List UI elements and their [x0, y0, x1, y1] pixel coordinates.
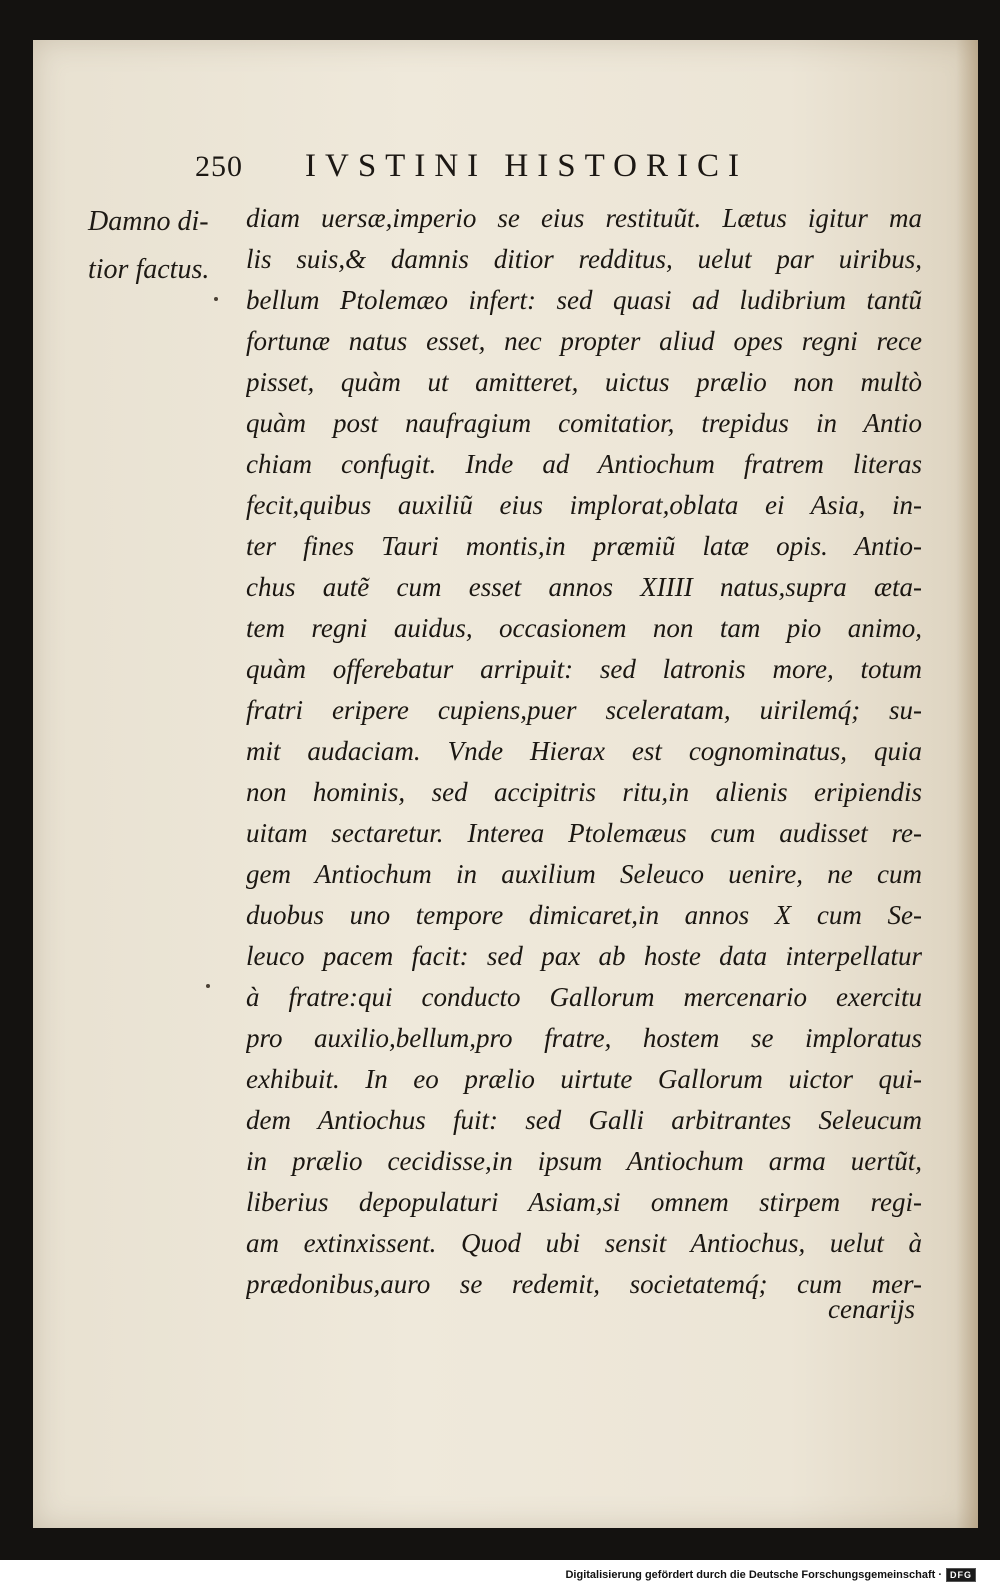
text-line: non hominis, sed accipitris ritu,in alienis eripiendis [246, 777, 922, 807]
text-line: bellum Ptolemæo infert: sed quasi ad ludibrium tantũ [246, 285, 922, 315]
text-line: duobus uno tempore dimicaret,in annos X cum Se- [246, 900, 922, 930]
text-line: liberius depopulaturi Asiam,si omnem stirpem regi- [246, 1187, 922, 1217]
marginal-note [88, 198, 238, 294]
page-header [195, 148, 748, 192]
page-edge-shadow [956, 40, 978, 1528]
text-line: dem Antiochus fuit: sed Galli arbitrantes Seleucum [246, 1105, 922, 1135]
text-line: fecit,quibus auxiliũ eius implorat,oblata ei Asia, in- [246, 490, 922, 520]
ink-speck [214, 297, 218, 301]
text-line: fratri eripere cupiens,puer sceleratam, uirilemq́; su- [246, 695, 922, 725]
text-line: uitam sectaretur. Interea Ptolemæus cum audisset re- [246, 818, 922, 848]
footer-credit: Digitalisierung gefördert durch die Deutsche Forschungsgemeinschaft · [565, 1569, 942, 1581]
text-line: prædonibus,auro se redemit, societatemq́; cum mer- [246, 1269, 922, 1299]
text-line: diam uersæ,imperio se eius restituũt. Lætus igitur ma [246, 203, 922, 233]
page-number: 250 [195, 150, 243, 183]
ink-speck [206, 984, 210, 988]
digitization-footer [565, 1563, 976, 1587]
main-text-block [246, 198, 922, 1305]
text-line: quàm offerebatur arripuit: sed latronis more, totum [246, 654, 922, 684]
text-line: mit audaciam. Vnde Hierax est cognominatus, quia [246, 736, 922, 766]
text-line: gem Antiochum in auxilium Seleuco uenire, ne cum [246, 859, 922, 889]
text-line: chus autẽ cum esset annos XIIII natus,supra æta- [246, 572, 922, 602]
text-line: fortunæ natus esset, nec propter aliud opes regni rece [246, 326, 922, 356]
text-line: lis suis,& damnis ditior redditus, uelut par uiribus, [246, 244, 922, 274]
text-line: chiam confugit. Inde ad Antiochum fratrem literas [246, 449, 922, 479]
text-line: ter fines Tauri montis,in præmiũ latæ opis. Antio- [246, 531, 922, 561]
text-line: leuco pacem facit: sed pax ab hoste data interpellatur [246, 941, 922, 971]
text-line: in prælio cecidisse,in ipsum Antiochum arma uertũt, [246, 1146, 922, 1176]
text-line: à fratre:qui conducto Gallorum mercenario exercitu [246, 982, 922, 1012]
text-line: quàm post naufragium comitatior, trepidus in Antio [246, 408, 922, 438]
marginal-note-line: Damno di- [88, 206, 209, 237]
text-line: pisset, quàm ut amitteret, uictus prælio non multò [246, 367, 922, 397]
text-line: pro auxilio,bellum,pro fratre, hostem se imploratus [246, 1023, 922, 1053]
marginal-note-line: tior factus. [88, 254, 210, 285]
text-line: am extinxissent. Quod ubi sensit Antiochus, uelut à [246, 1228, 922, 1258]
dfg-logo-icon: DFG [946, 1568, 976, 1582]
text-line: tem regni auidus, occasionem non tam pio animo, [246, 613, 922, 643]
catchword: cenarijs [828, 1294, 915, 1324]
running-title: IVSTINI HISTORICI [305, 148, 748, 184]
text-line: exhibuit. In eo prælio uirtute Gallorum uictor qui- [246, 1064, 922, 1094]
